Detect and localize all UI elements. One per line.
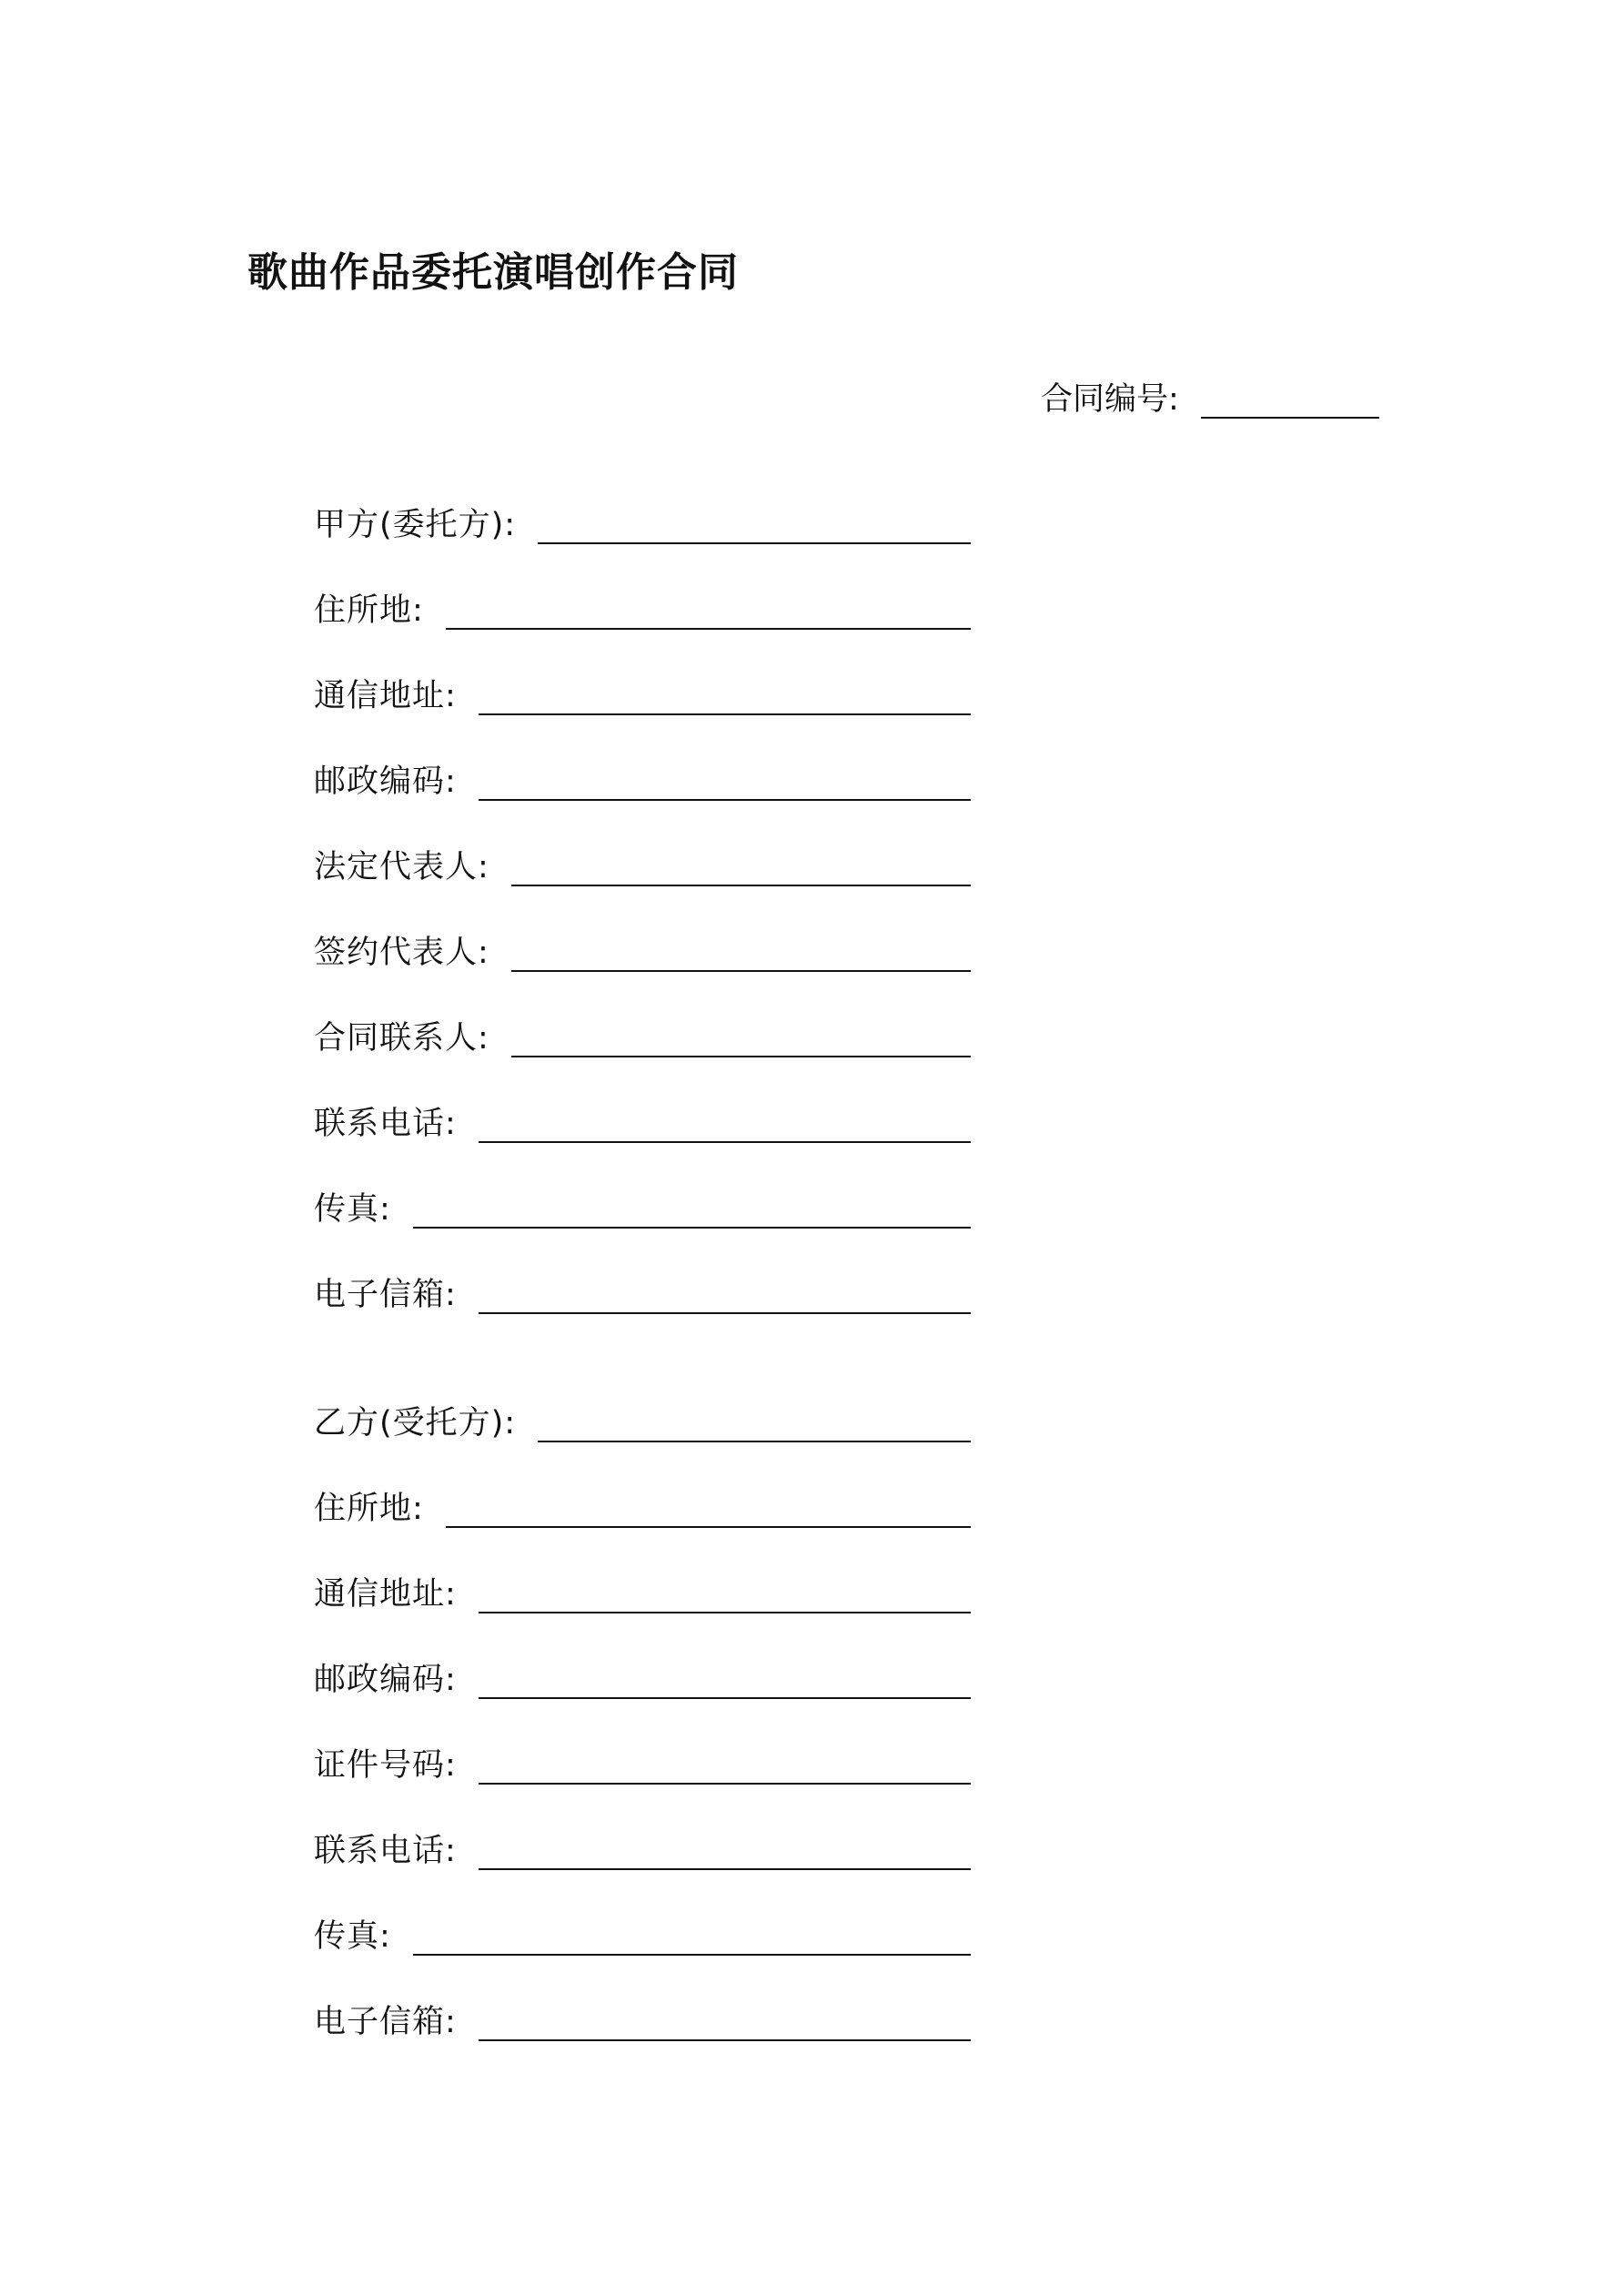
fill-in-blank[interactable]	[538, 506, 971, 544]
field-label: 乙方(受托方):	[314, 1405, 517, 1441]
field-label: 证件号码:	[314, 1747, 457, 1784]
fill-in-blank[interactable]	[479, 1746, 971, 1785]
field-label: 住所地:	[314, 592, 424, 629]
field-label: 邮政编码:	[314, 764, 457, 800]
fill-in-blank[interactable]	[538, 1404, 971, 1442]
field-label: 传真:	[314, 1191, 391, 1228]
field-label: 电子信箱:	[314, 1277, 457, 1313]
fill-in-blank[interactable]	[479, 1661, 971, 1699]
fill-in-blank[interactable]	[479, 2003, 971, 2041]
party-b-name-field	[314, 1395, 971, 1446]
field-label: 签约代表人:	[314, 935, 489, 971]
party-a-fax-field	[314, 1181, 971, 1232]
fill-in-blank[interactable]	[479, 677, 971, 715]
party-a-postal-code-field	[314, 754, 971, 804]
party-a-legal-representative-field	[314, 839, 971, 890]
fill-in-blank[interactable]	[479, 763, 971, 801]
fill-in-blank[interactable]	[511, 848, 971, 886]
party-b-section	[314, 1395, 971, 2079]
party-a-phone-field	[314, 1096, 971, 1147]
fill-in-blank[interactable]	[446, 1490, 971, 1528]
party-a-email-field	[314, 1267, 971, 1318]
fill-in-blank[interactable]	[511, 934, 971, 972]
field-label: 邮政编码:	[314, 1662, 457, 1698]
party-a-name-field	[314, 497, 971, 548]
party-a-contact-person-field	[314, 1010, 971, 1061]
party-a-section	[314, 497, 971, 1352]
fill-in-blank[interactable]	[446, 592, 971, 630]
field-label: 通信地址:	[314, 1576, 457, 1613]
fill-in-blank[interactable]	[413, 1917, 971, 1956]
field-label: 通信地址:	[314, 678, 457, 714]
field-label: 住所地:	[314, 1491, 424, 1527]
party-b-domicile-field	[314, 1481, 971, 1532]
party-b-fax-field	[314, 1908, 971, 1959]
field-label: 甲方(委托方):	[314, 507, 517, 543]
document-title: 歌曲作品委托演唱创作合同	[247, 249, 739, 296]
fill-in-blank[interactable]	[511, 1019, 971, 1057]
party-b-email-field	[314, 1994, 971, 2045]
contract-number-field	[1041, 371, 1379, 422]
party-b-postal-code-field	[314, 1652, 971, 1703]
contract-number-label: 合同编号:	[1041, 381, 1179, 418]
party-a-mailing-address-field	[314, 668, 971, 719]
field-label: 联系电话:	[314, 1833, 457, 1869]
field-label: 联系电话:	[314, 1106, 457, 1142]
field-label: 合同联系人:	[314, 1020, 489, 1057]
contract-number-blank[interactable]	[1201, 377, 1379, 419]
field-label: 法定代表人:	[314, 849, 489, 885]
field-label: 电子信箱:	[314, 2004, 457, 2040]
fill-in-blank[interactable]	[479, 1276, 971, 1314]
fill-in-blank[interactable]	[479, 1575, 971, 1613]
fill-in-blank[interactable]	[413, 1190, 971, 1229]
party-a-domicile-field	[314, 582, 971, 633]
party-b-id-number-field	[314, 1737, 971, 1788]
field-label: 传真:	[314, 1918, 391, 1955]
party-a-signing-representative-field	[314, 925, 971, 976]
party-b-phone-field	[314, 1823, 971, 1874]
fill-in-blank[interactable]	[479, 1105, 971, 1143]
party-b-mailing-address-field	[314, 1566, 971, 1617]
fill-in-blank[interactable]	[479, 1832, 971, 1870]
